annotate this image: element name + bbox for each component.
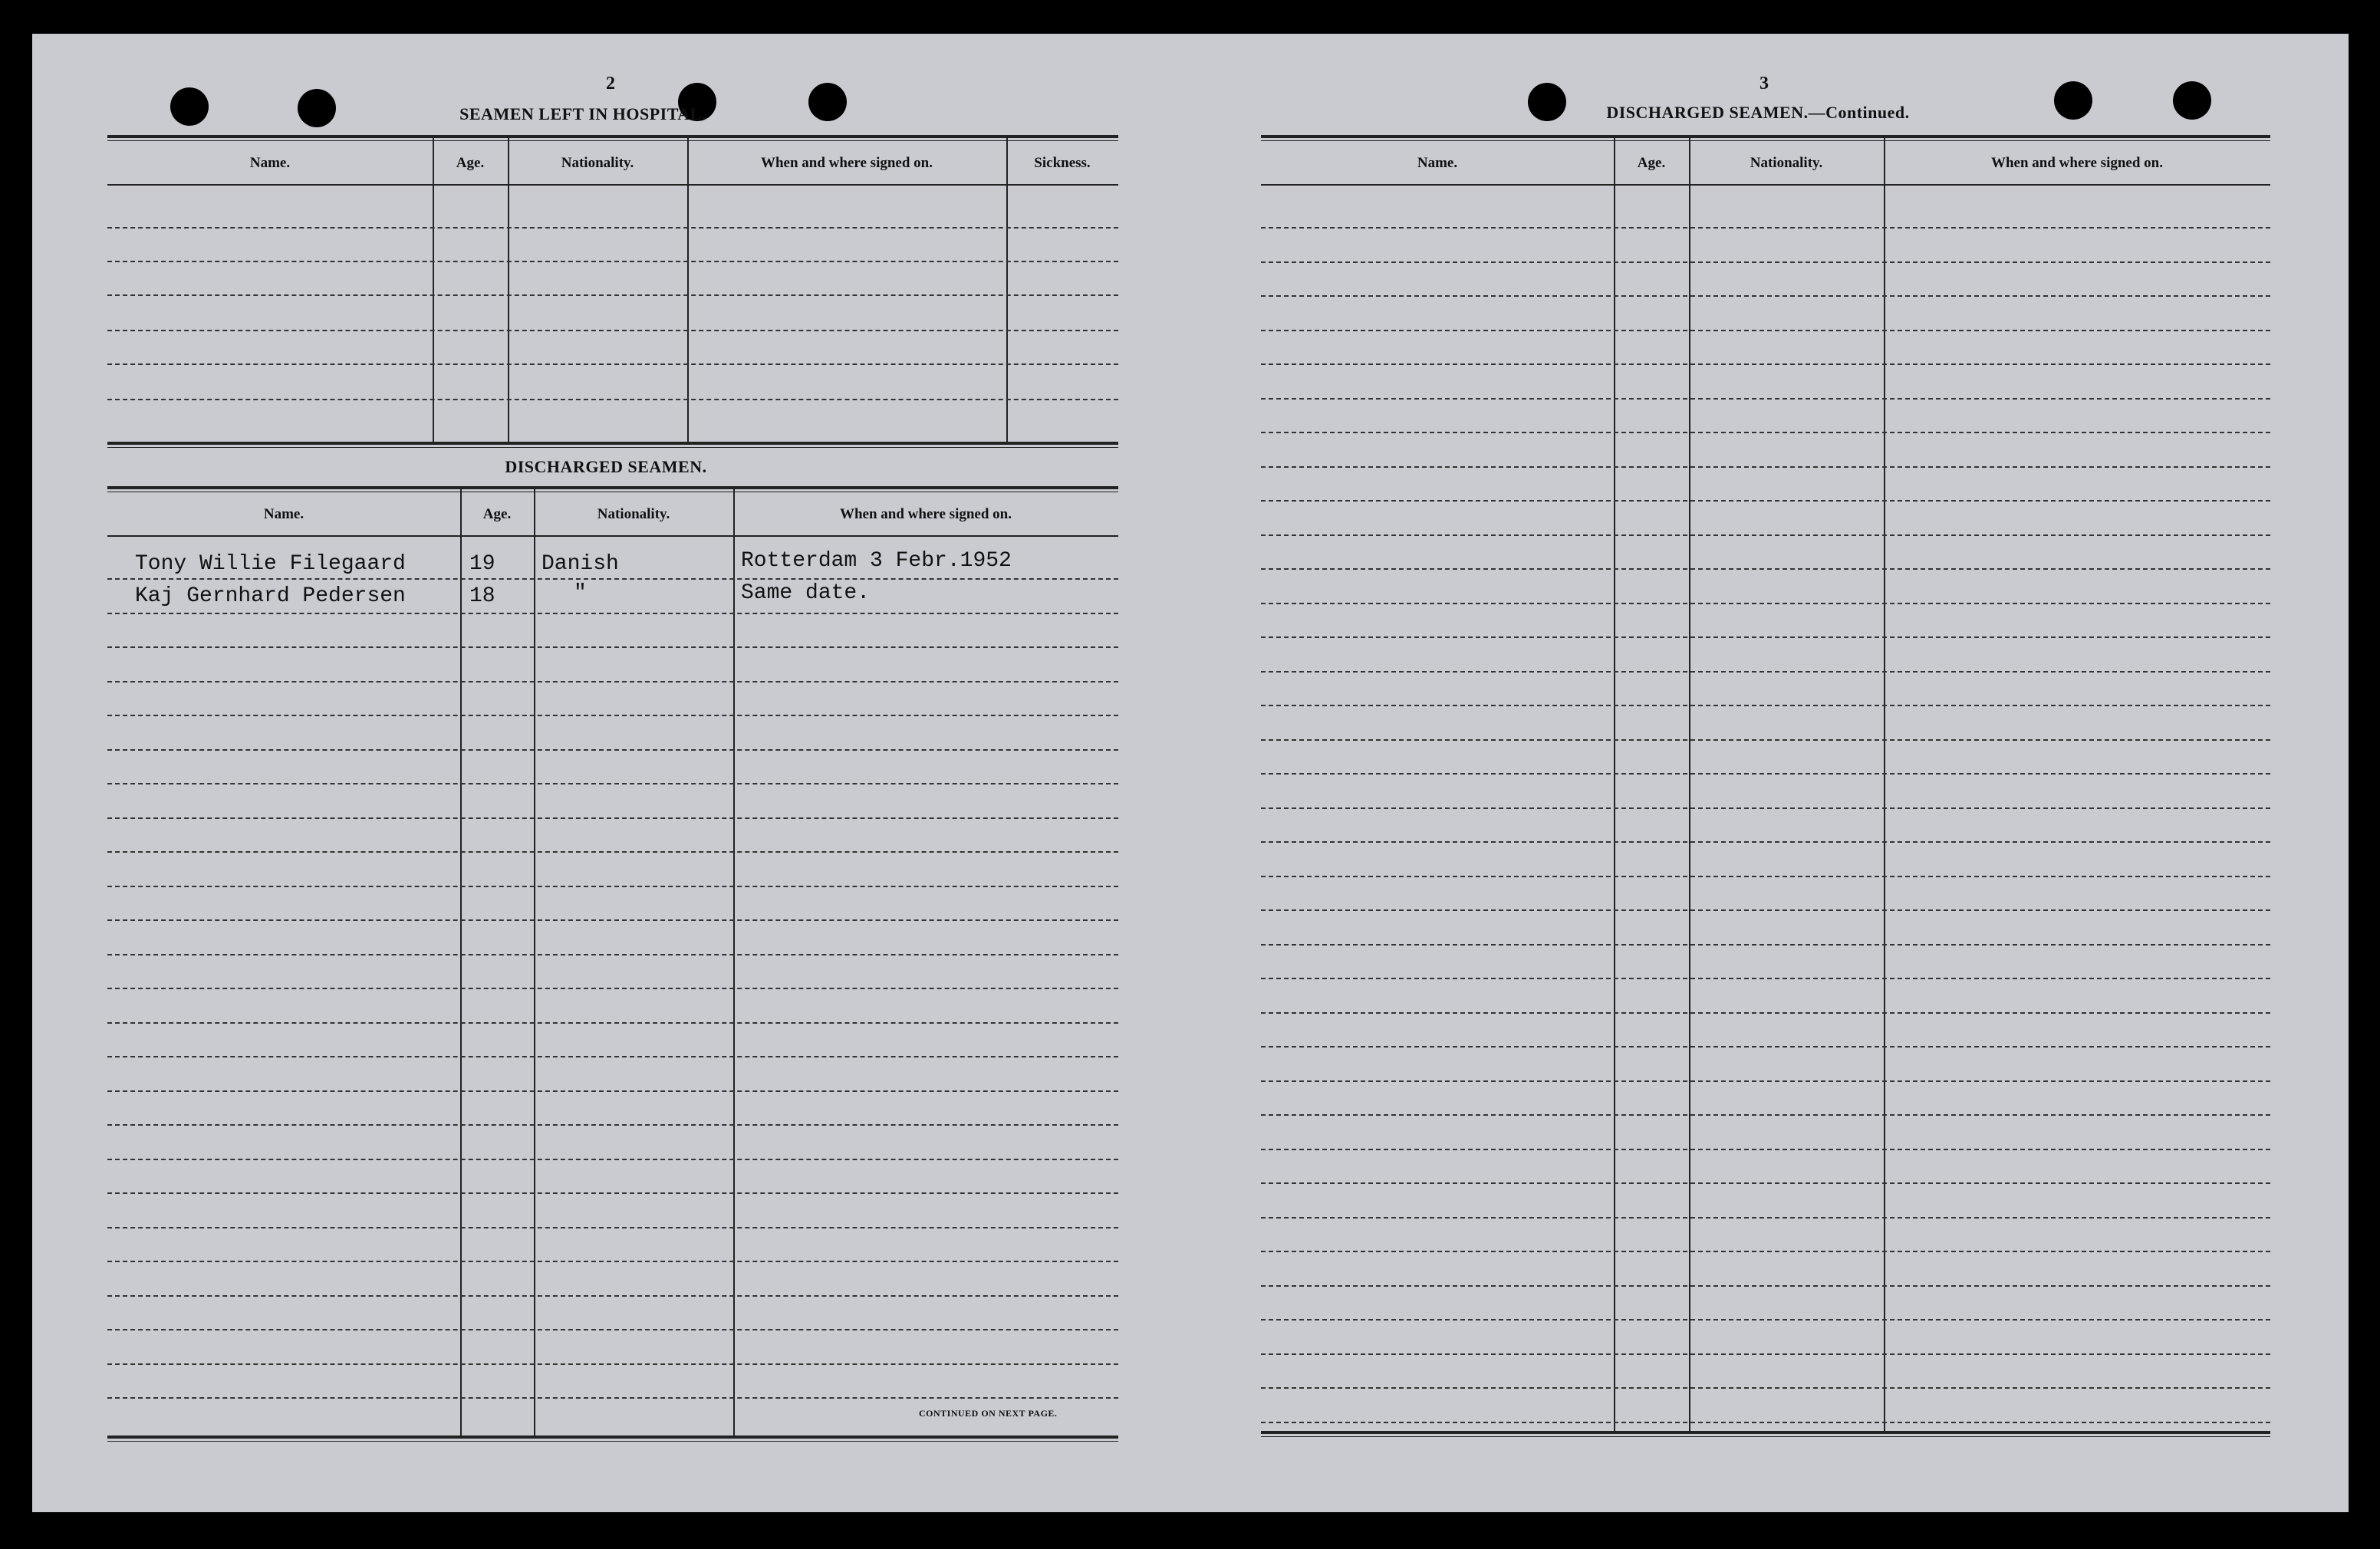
form-row-line	[1261, 500, 2270, 502]
form-row-line	[1261, 398, 2270, 400]
form-row-line	[1261, 1080, 2270, 1082]
hospital-col-divider	[687, 138, 689, 442]
discharged-col-divider	[733, 489, 735, 1436]
form-row-line	[1261, 534, 2270, 536]
form-row-line	[107, 1124, 1118, 1126]
right-col-divider	[1614, 138, 1615, 1431]
punch-hole	[2173, 81, 2211, 120]
discharged-section-title: DISCHARGED SEAMEN.	[505, 457, 707, 476]
form-row-line	[107, 783, 1118, 784]
hospital-header-nationality: Nationality.	[561, 155, 634, 171]
form-row-line	[107, 1227, 1118, 1228]
form-row-line	[1261, 739, 2270, 741]
hospital-header-sickness: Sickness.	[1034, 155, 1091, 171]
form-row-line	[1261, 261, 2270, 263]
punch-hole	[298, 89, 336, 127]
form-row-line	[1261, 1353, 2270, 1355]
form-row-line	[1261, 1114, 2270, 1116]
discharged-row-2-signed-on: Same date.	[741, 581, 871, 605]
form-row-line	[107, 1363, 1118, 1365]
right-header-rule	[1261, 184, 2270, 186]
hospital-header-name: Name.	[249, 155, 291, 171]
hospital-row-line	[107, 363, 1118, 365]
form-row-line	[107, 988, 1118, 989]
continued-note: CONTINUED ON NEXT PAGE.	[919, 1408, 1058, 1419]
hospital-col-divider	[1006, 138, 1008, 442]
discharged-row-2-name: Kaj Gernhard Pedersen	[135, 584, 406, 608]
right-top-rule	[1261, 135, 2270, 138]
punch-hole	[1528, 83, 1566, 121]
discharged-col-divider	[534, 489, 535, 1436]
form-row-line	[107, 851, 1118, 853]
form-row-line	[1261, 466, 2270, 468]
form-row-line	[107, 886, 1118, 887]
form-row-line	[1261, 671, 2270, 673]
form-row-line	[107, 817, 1118, 819]
discharged-row-2-nationality: "	[574, 581, 587, 605]
form-row-line	[107, 1056, 1118, 1057]
right-col-divider	[1884, 138, 1885, 1431]
discharged-header-name: Name.	[263, 506, 304, 522]
hospital-row-line	[107, 227, 1118, 229]
form-row-line	[107, 954, 1118, 955]
form-row-line	[1261, 432, 2270, 433]
document-sheet	[32, 34, 2349, 1512]
right-header-nationality: Nationality.	[1750, 155, 1823, 171]
form-row-line	[107, 715, 1118, 716]
form-row-line	[1261, 295, 2270, 297]
form-row-line	[107, 646, 1118, 648]
hospital-col-divider	[508, 138, 509, 442]
form-row-line	[107, 681, 1118, 682]
form-row-line	[1261, 978, 2270, 979]
form-row-line	[1261, 876, 2270, 877]
form-row-line	[107, 1295, 1118, 1297]
punch-hole	[2054, 81, 2092, 120]
hospital-col-divider	[433, 138, 434, 442]
punch-hole	[808, 83, 847, 121]
form-row-line	[107, 613, 1118, 614]
form-row-line	[107, 1159, 1118, 1160]
hospital-header-rule	[107, 184, 1118, 186]
right-header-age: Age.	[1637, 155, 1666, 171]
discharged-row-1-name: Tony Willie Filegaard	[135, 552, 406, 576]
discharged-header-nationality: Nationality.	[597, 506, 670, 522]
hospital-top-rule	[107, 135, 1118, 138]
discharged-row-2-age: 18	[469, 584, 495, 608]
punch-hole	[170, 87, 209, 126]
form-row-line	[1261, 841, 2270, 843]
form-row-line	[107, 1090, 1118, 1092]
discharged-bottom-rule	[107, 1436, 1118, 1439]
discharged-header-age: Age.	[482, 506, 512, 522]
form-row-line	[1261, 1387, 2270, 1389]
right-header-signed-on: When and where signed on.	[1990, 155, 2163, 171]
hospital-row-line	[107, 294, 1118, 296]
form-row-line	[1261, 1217, 2270, 1218]
right-bottom-rule	[1261, 1431, 2270, 1434]
discharged-top-rule	[107, 486, 1118, 489]
form-row-line	[107, 919, 1118, 921]
discharged-row-1-nationality: Danish	[542, 552, 619, 576]
hospital-row-line	[107, 330, 1118, 331]
form-row-line	[107, 1397, 1118, 1399]
discharged-row-1-age: 19	[469, 552, 495, 576]
discharged-header-signed-on: When and where signed on.	[839, 506, 1012, 522]
hospital-bottom-rule	[107, 442, 1118, 445]
form-row-line	[1261, 1012, 2270, 1014]
discharged-header-rule	[107, 535, 1118, 537]
right-col-divider	[1689, 138, 1690, 1431]
page-number-right: 3	[1759, 74, 1769, 94]
form-row-line	[1261, 1149, 2270, 1150]
form-row-line	[1261, 636, 2270, 638]
form-row-line	[107, 1329, 1118, 1330]
form-row-line	[1261, 363, 2270, 365]
form-row-line	[107, 1022, 1118, 1024]
form-row-line	[1261, 1046, 2270, 1047]
discharged-row-1-signed-on: Rotterdam 3 Febr.1952	[741, 549, 1012, 573]
form-row-line	[107, 749, 1118, 751]
form-row-line	[1261, 909, 2270, 911]
form-row-line	[1261, 568, 2270, 570]
right-header-name: Name.	[1417, 155, 1458, 171]
form-row-line	[1261, 807, 2270, 809]
form-row-line	[1261, 944, 2270, 946]
form-row-line	[107, 1192, 1118, 1194]
page-number-left: 2	[606, 74, 615, 94]
form-row-line	[1261, 1422, 2270, 1423]
right-section-title: DISCHARGED SEAMEN.—Continued.	[1606, 103, 1910, 122]
form-row-line	[1261, 330, 2270, 331]
form-row-line	[1261, 603, 2270, 604]
form-row-line	[1261, 1319, 2270, 1320]
form-row-line	[1261, 1285, 2270, 1287]
form-row-line	[1261, 773, 2270, 774]
hospital-row-line	[107, 261, 1118, 262]
hospital-header-age: Age.	[456, 155, 485, 171]
form-row-line	[107, 578, 1118, 580]
form-row-line	[1261, 227, 2270, 229]
hospital-header-signed-on: When and where signed on.	[760, 155, 933, 171]
form-row-line	[1261, 1251, 2270, 1252]
hospital-row-line	[107, 399, 1118, 400]
form-row-line	[107, 1261, 1118, 1262]
hospital-section-title: SEAMEN LEFT IN HOSPITAL.	[459, 104, 706, 123]
form-row-line	[1261, 1182, 2270, 1184]
discharged-col-divider	[460, 489, 462, 1436]
form-row-line	[1261, 705, 2270, 706]
